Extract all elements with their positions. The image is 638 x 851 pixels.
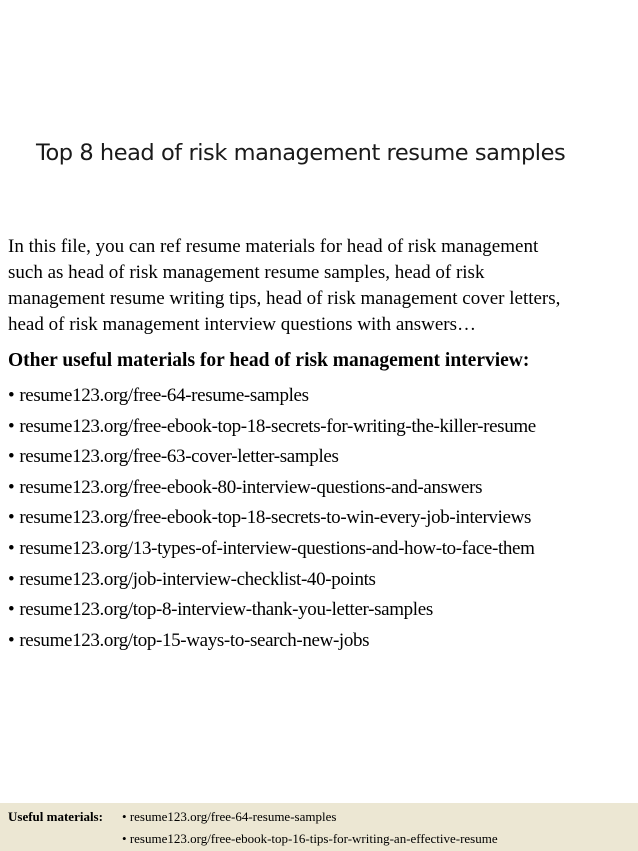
page-title: Top 8 head of risk management resume samples (36, 140, 566, 166)
resource-link[interactable]: resume123.org/free-ebook-80-interview-questions-and-answers (19, 476, 483, 498)
list-item (8, 595, 536, 626)
footer-item (122, 831, 498, 847)
list-item (8, 442, 536, 473)
bullet-icon: • (8, 385, 15, 406)
resource-link[interactable]: resume123.org/13-types-of-interview-questions-and-how-to-face-them (19, 537, 535, 559)
list-item (8, 412, 536, 443)
bullet-icon: • (122, 809, 127, 824)
intro-line: management resume writing tips, head of risk management cover letters, (8, 288, 561, 309)
bullet-icon: • (8, 568, 15, 590)
materials-heading: Other useful materials for head of risk management interview: (8, 350, 530, 371)
list-item (8, 626, 536, 657)
bullet-icon: • (8, 415, 15, 437)
footer-bar (0, 803, 638, 851)
bullet-icon: • (8, 629, 15, 651)
intro-line: such as head of risk management resume samples, head of risk (8, 262, 485, 283)
bullet-icon: • (8, 446, 15, 468)
resource-link[interactable]: resume123.org/free-ebook-top-18-secrets-to-win-every-job-interviews (19, 507, 532, 529)
materials-list (8, 381, 536, 656)
bullet-icon: • (122, 831, 127, 846)
resource-link[interactable]: resume123.org/top-8-interview-thank-you-letter-samples (19, 599, 433, 621)
resource-link[interactable]: resume123.org/job-interview-checklist-40-points (19, 568, 376, 590)
list-item (8, 381, 536, 412)
resource-link[interactable]: resume123.org/free-ebook-top-18-secrets-for-writing-the-killer-resume (19, 415, 536, 437)
resource-link[interactable]: resume123.org/free-63-cover-letter-samples (19, 446, 339, 468)
footer-label (8, 809, 103, 825)
footer-link[interactable]: resume123.org/free-64-resume-samples (129, 809, 337, 824)
list-item (8, 565, 536, 596)
intro-line: head of risk management interview questions with answers… (8, 314, 477, 335)
resource-link[interactable]: resume123.org/free-64-resume-samples (19, 385, 309, 406)
bullet-icon: • (8, 599, 15, 621)
bullet-icon: • (8, 476, 15, 498)
bullet-icon: • (8, 537, 15, 559)
resource-link[interactable]: resume123.org/top-15-ways-to-search-new-jobs (19, 629, 370, 651)
intro-paragraph (8, 234, 634, 338)
footer-label-separator: : (98, 809, 103, 824)
bullet-icon: • (8, 507, 15, 529)
footer-link[interactable]: resume123.org/free-ebook-top-16-tips-for-writing-an-effective-resume (129, 831, 498, 846)
footer-label-text: Useful materials (8, 809, 99, 824)
footer-item (122, 809, 336, 825)
list-item (8, 534, 536, 565)
intro-line: In this file, you can ref resume materials for head of risk management (8, 236, 539, 257)
list-item (8, 473, 536, 504)
list-item (8, 503, 536, 534)
